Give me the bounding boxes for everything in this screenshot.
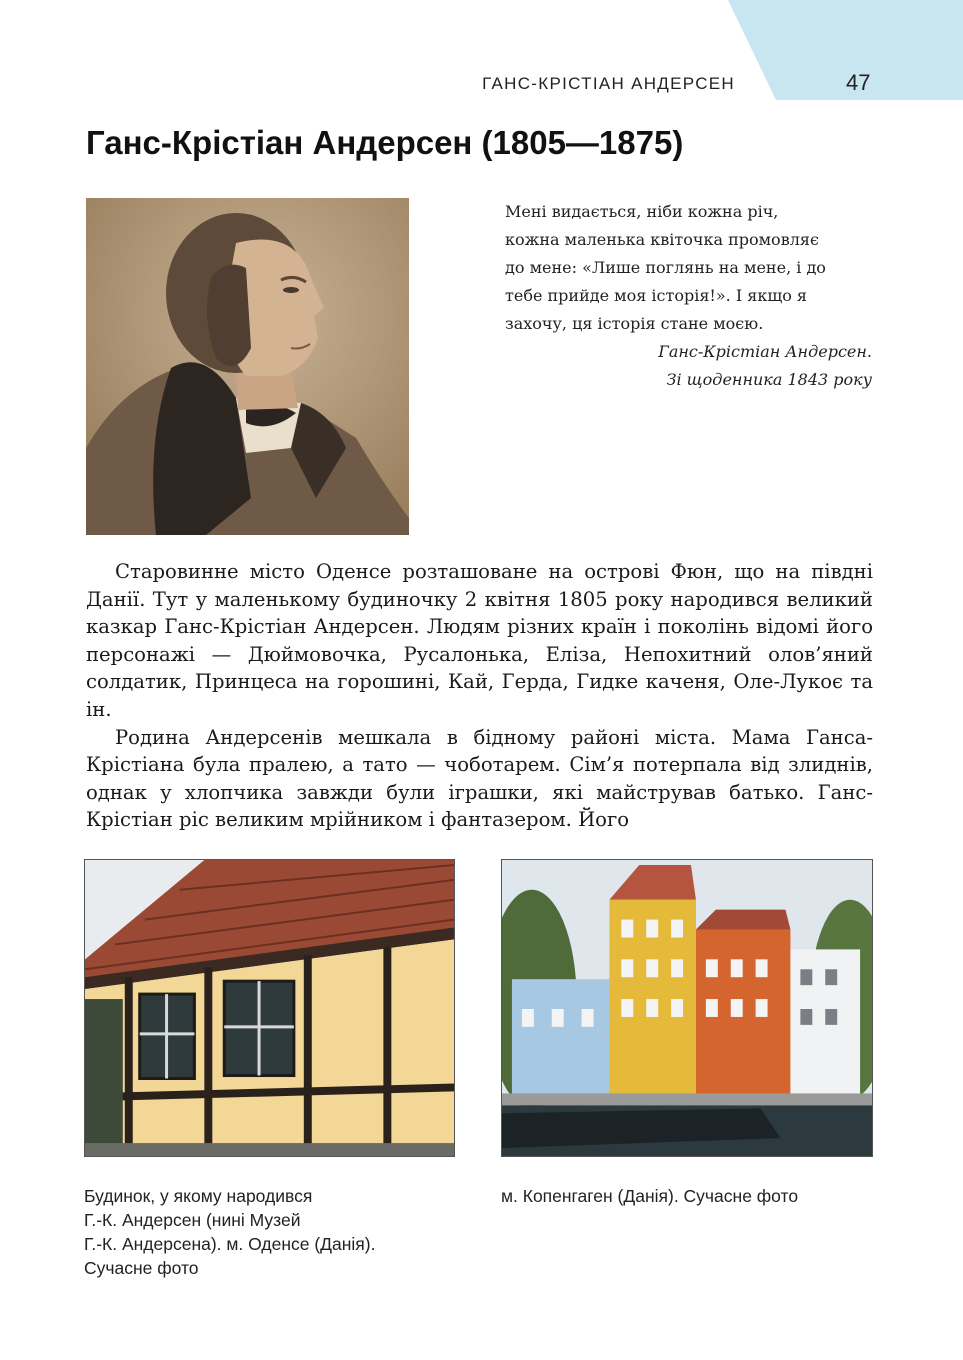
epigraph-source: Зі щоденника 1843 року [666,370,872,389]
main-text [86,558,873,834]
epigraph-line: кожна маленька квіточка промовляє [505,230,819,249]
city-photo-caption: м. Копенгаген (Данія). Сучасне фото [501,1186,799,1206]
caption-line: Сучасне фото [84,1258,199,1278]
epigraph-line: Мені видається, ніби кожна річ, [505,202,779,221]
paragraph: Родина Андерсенів мешкала в бідному районі міста. Мама Ганса-Крістіана була пралею, а тато — чоботарем. Сім’я потерпала від злиднів, однак у хлопчика завжди були іграшки, які майстрував батько. Ганс-Крістіан ріс великим мрійником і фантазером. Його [86,725,873,832]
caption-line: Г.-К. Андерсена). м. Оденсе (Данія). [84,1234,376,1254]
caption-line: Г.-К. Андерсен (нині Музей [84,1210,301,1230]
paragraph: Старовинне місто Оденсе розташоване на острові Фюн, що на півдні Данії. Тут у маленькому будиночку 2 квітня 1805 року народився великий казкар Ганс-Крістіан Андерсен. Людям різних країн і поколінь відомі його персонажі — Дюймовочка, Русалонька, Еліза, Непохитний олов’яний солдатик, Принцеса на горошині, Кай, Герда, Гидке каченя, Оле-Лукоє та ін. [86,560,873,721]
caption-line: Будинок, у якому народився [84,1186,313,1206]
epigraph-line: тебе прийде моя історія!». І якщо я [505,286,807,305]
page-number: 47 [846,70,871,95]
city-photo-icon [501,859,873,1157]
house-photo-caption [84,1184,464,1280]
epigraph-line: до мене: «Лише поглянь на мене, і до [505,258,826,277]
running-title: ГАНС-КРІСТІАН АНДЕРСЕН [482,74,735,93]
page-title: Ганс-Крістіан Андерсен (1805—1875) [86,124,684,161]
portrait-photo-icon [86,198,409,535]
epigraph [505,198,877,394]
epigraph-line: захочу, ця історія стане моєю. [505,314,764,333]
epigraph-author: Ганс-Крістіан Андерсен. [658,342,872,361]
house-photo-icon [84,859,455,1157]
